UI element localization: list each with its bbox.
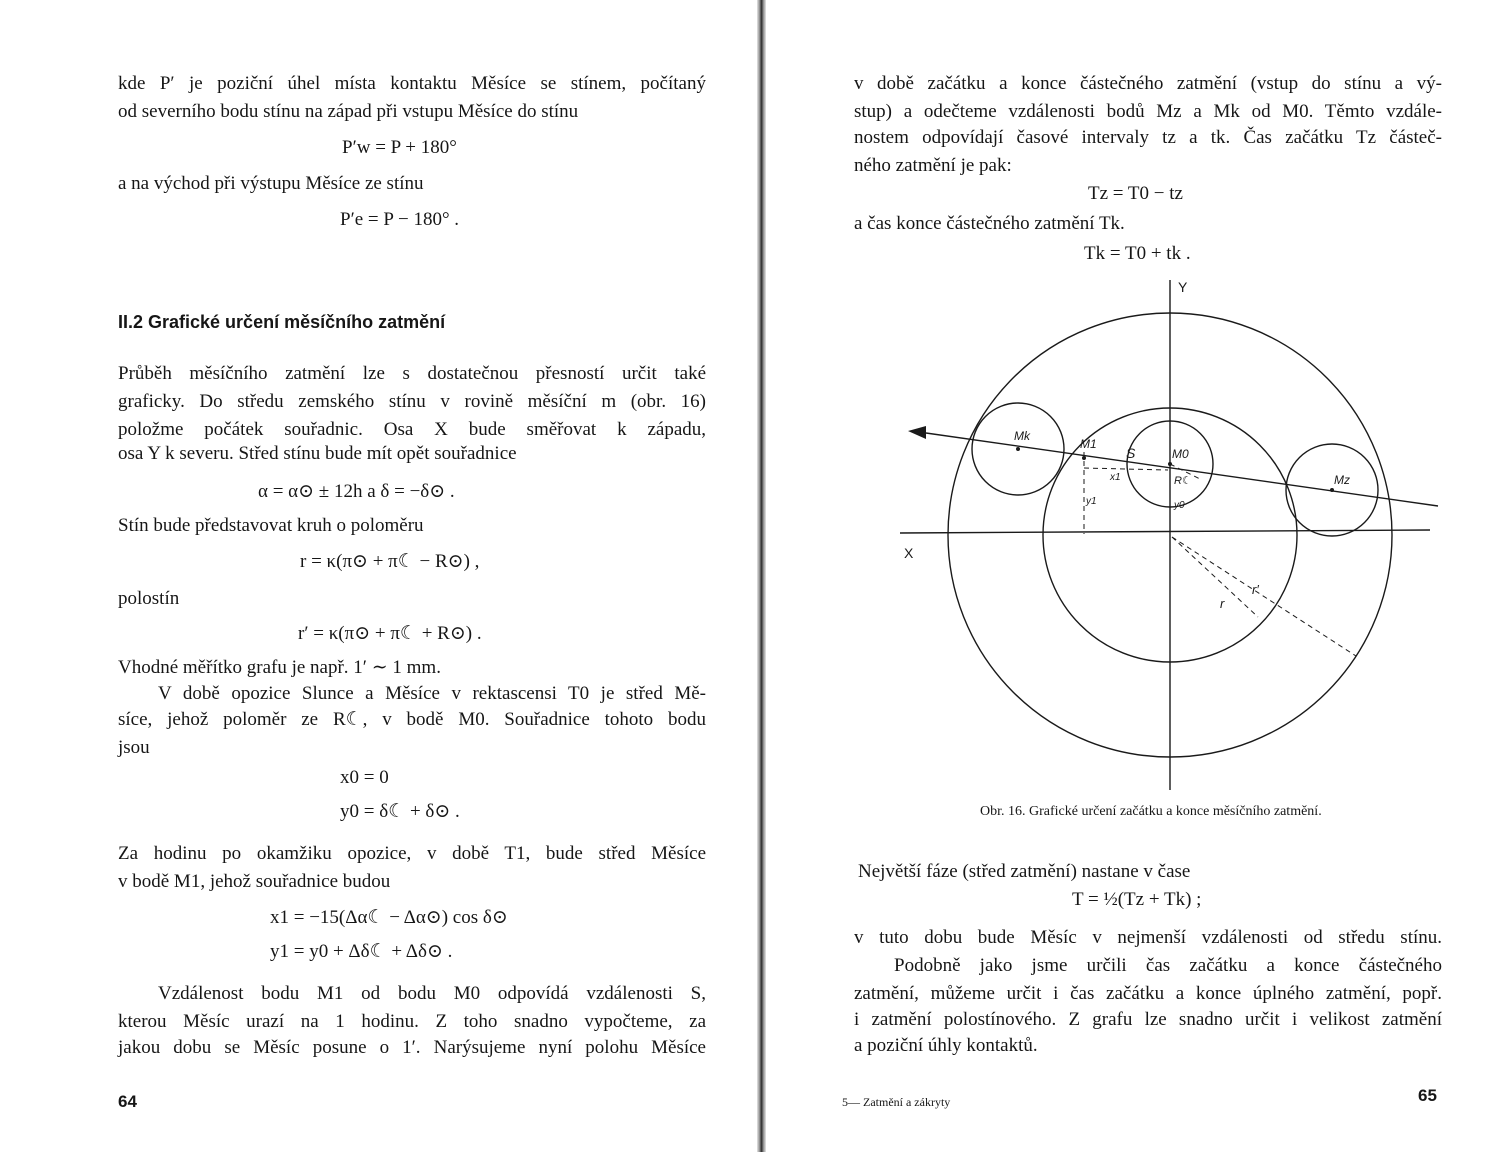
paragraph-line: a poziční úhly kontaktů. xyxy=(854,1035,1038,1056)
m0-label: M0 xyxy=(1172,447,1189,461)
paragraph-line: zatmění, můžeme určit i čas začátku a konce úplného zatmění, popř. xyxy=(854,983,1442,1004)
paragraph-line: polostín xyxy=(118,588,180,609)
paragraph-line: Průběh měsíčního zatmění lze s dostatečnou přesností určit také xyxy=(118,363,706,384)
paragraph-line: a čas konce částečného zatmění Tk. xyxy=(854,213,1125,234)
paragraph-line: stup) a odečteme vzdálenosti bodů Mz a Mk od M0. Těmto vzdále- xyxy=(854,101,1442,122)
rd-label: R☾ xyxy=(1174,475,1192,487)
paragraph-line: Vhodné měřítko grafu je např. 1′ ∼ 1 mm. xyxy=(118,657,441,678)
r-prime-dashed-line xyxy=(1172,537,1356,656)
paragraph-line: v bodě M1, jehož souřadnice budou xyxy=(118,871,391,892)
y1-label: y1 xyxy=(1086,496,1097,507)
point-m0 xyxy=(1168,462,1172,466)
paragraph-line: položme počátek souřadnic. Osa X bude směřovat k západu, xyxy=(118,419,706,440)
running-footer: 5— Zatmění a zákryty xyxy=(842,1095,951,1109)
r-dashed-line xyxy=(1172,537,1258,617)
right-page xyxy=(766,0,1506,1152)
paragraph-line: síce, jehož poloměr ze R☾, v bodě M0. Souřadnice tohoto bodu xyxy=(118,709,706,730)
x-axis-label: X xyxy=(904,545,914,561)
paragraph-line: nostem odpovídají časové intervaly tz a tk. Čas začátku Tz částeč- xyxy=(854,127,1442,148)
equation-t: T = ½(Tz + Tk) ; xyxy=(1072,889,1202,910)
equation-coordinates: α = α⊙ ± 12h a δ = −δ⊙ . xyxy=(258,481,455,502)
paragraph-line: Vzdálenost bodu M1 od bodu M0 odpovídá vzdálenosti S, xyxy=(158,983,706,1004)
equation-pe: P′e = P − 180° . xyxy=(340,209,460,230)
path-arrow xyxy=(908,426,926,439)
paragraph-line: v tuto dobu bude Měsíc v nejmenší vzdálenosti od středu stínu. xyxy=(854,927,1442,948)
section-heading: II.2 Grafické určení měsíčního zatmění xyxy=(118,312,446,332)
paragraph-line: i zatmění polostínového. Z grafu lze snadno určit i velikost zatmění xyxy=(854,1009,1442,1030)
figure-caption: Obr. 16. Grafické určení začátku a konce měsíčního zatmění. xyxy=(980,804,1322,819)
y-axis-label: Y xyxy=(1178,279,1188,295)
mk-label: Mk xyxy=(1014,429,1030,443)
book-gutter xyxy=(757,0,766,1152)
paragraph-line: Největší fáze (střed zatmění) nastane v čase xyxy=(858,861,1191,882)
s-label: S xyxy=(1126,445,1136,461)
paragraph-line: ného zatmění je pak: xyxy=(854,155,1012,176)
paragraph-line: V době opozice Slunce a Měsíce v rektascensi T0 je střed Mě- xyxy=(158,683,706,704)
point-mk xyxy=(1016,447,1020,451)
paragraph-line: Stín bude představovat kruh o poloměru xyxy=(118,515,424,536)
equation-r: r = κ(π⊙ + π☾ − R⊙) , xyxy=(300,551,480,572)
paragraph-line: graficky. Do středu zemského stínu v rovině měsíční m (obr. 16) xyxy=(118,391,706,412)
paragraph-line: a na východ při výstupu Měsíce ze stínu xyxy=(118,173,424,194)
point-m1 xyxy=(1082,456,1086,460)
mz-label: Mz xyxy=(1334,473,1350,487)
page-number: 64 xyxy=(118,1092,137,1111)
equation-pw: P′w = P + 180° xyxy=(342,137,457,158)
m1-label: M1 xyxy=(1080,437,1097,451)
equation-y0: y0 = δ☾ + δ⊙ . xyxy=(340,801,460,822)
equation-tz: Tz = T0 − tz xyxy=(1088,183,1183,204)
y0-label: y0 xyxy=(1174,500,1185,511)
r-prime-label: r′ xyxy=(1252,582,1259,597)
x1-label: x1 xyxy=(1110,472,1121,483)
equation-tk: Tk = T0 + tk . xyxy=(1084,243,1191,264)
paragraph-line: kde P′ je poziční úhel místa kontaktu Měsíce se stínem, počítaný xyxy=(118,73,706,94)
paragraph-line: osa Y k severu. Střed stínu bude mít opět souřadnice xyxy=(118,443,517,464)
point-mz xyxy=(1330,488,1334,492)
paragraph-line: jsou xyxy=(118,737,150,758)
r-label: r xyxy=(1220,596,1225,611)
equation-x1: x1 = −15(Δα☾ − Δα⊙) cos δ⊙ xyxy=(270,907,508,928)
paragraph-line: jakou dobu se Měsíc posune o 1′. Narýsujeme nyní polohu Měsíce xyxy=(118,1037,706,1058)
equation-y1: y1 = y0 + Δδ☾ + Δδ⊙ . xyxy=(270,941,453,962)
eclipse-diagram xyxy=(886,272,1456,797)
paragraph-line: Za hodinu po okamžiku opozice, v době T1, bude střed Měsíce xyxy=(118,843,706,864)
page-number: 65 xyxy=(1418,1086,1437,1105)
paragraph-line: Podobně jako jsme určili čas začátku a konce částečného xyxy=(894,955,1442,976)
equation-x0: x0 = 0 xyxy=(340,767,389,788)
equation-r-prime: r′ = κ(π⊙ + π☾ + R⊙) . xyxy=(298,623,482,644)
paragraph-line: od severního bodu stínu na západ při vstupu Měsíce do stínu xyxy=(118,101,579,122)
x1-dashed-line xyxy=(1084,468,1168,470)
paragraph-line: kterou Měsíc urazí na 1 hodinu. Z toho snadno vypočteme, za xyxy=(118,1011,706,1032)
paragraph-line: v době začátku a konce částečného zatmění (vstup do stínu a vý- xyxy=(854,73,1442,94)
